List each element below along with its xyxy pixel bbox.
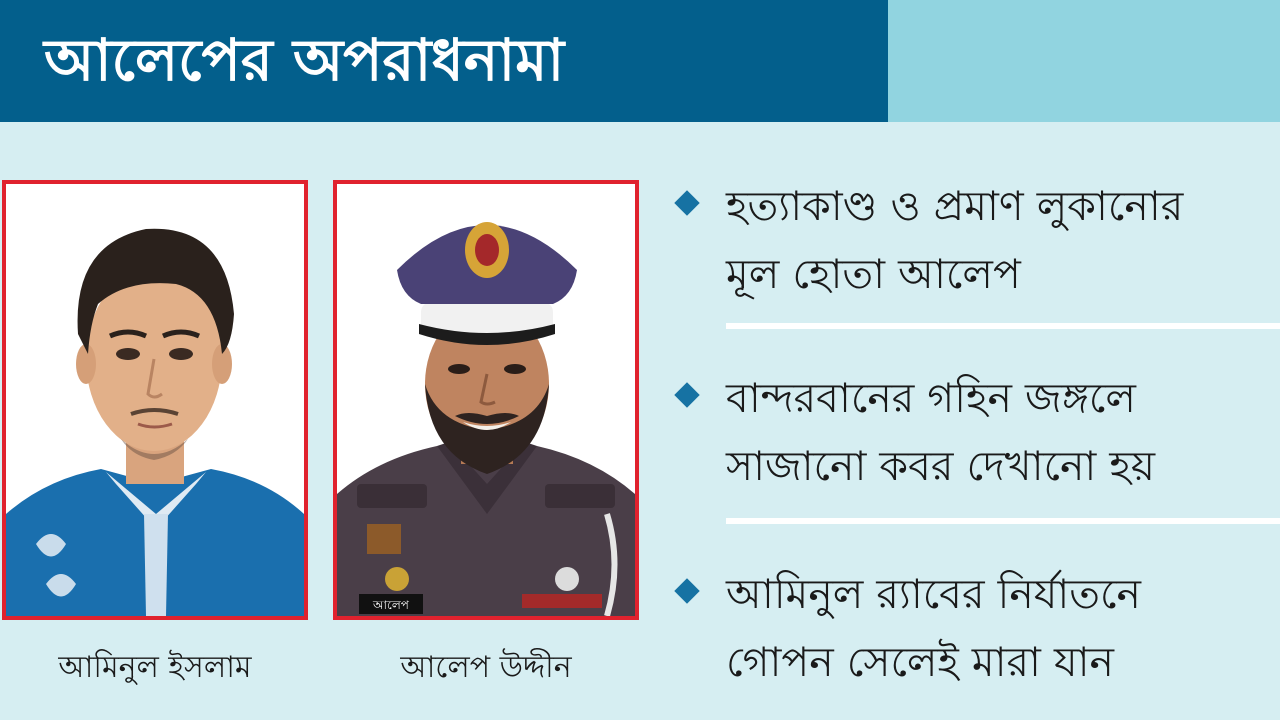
header-title-panel	[0, 0, 888, 122]
header-bar	[0, 0, 1280, 122]
diamond-icon	[674, 382, 699, 407]
page-title: আলেপের অপরাধনামা	[44, 26, 565, 94]
diamond-icon	[674, 578, 699, 603]
photo-alep	[333, 180, 639, 620]
portrait-aminul-image	[6, 184, 304, 616]
photo-caption-aminul: আমিনুল ইসলাম	[58, 650, 252, 685]
photo-caption-alep: আলেপ উদ্দীন	[400, 650, 572, 685]
bullet-item-2	[672, 364, 1272, 500]
diamond-icon	[674, 190, 699, 215]
bullet-text-2	[726, 364, 1280, 500]
bullet-text-1	[726, 172, 1280, 308]
divider	[726, 518, 1280, 524]
uniform-name-tag: আলেপ	[373, 598, 409, 612]
bullet-line: গোপন সেলেই মারা যান	[726, 638, 1114, 686]
divider	[726, 323, 1280, 329]
bullet-line: বান্দরবানের গহিন জঙ্গলে	[726, 374, 1136, 422]
bullet-line: আমিনুল র‍্যাবের নির্যাতনে	[726, 570, 1142, 618]
bullet-item-1	[672, 172, 1272, 308]
photo-aminul	[2, 180, 308, 620]
bullet-text-3	[726, 560, 1280, 696]
bullet-line: হত্যাকাণ্ড ও প্রমাণ লুকানোর	[726, 182, 1184, 230]
bullet-line: সাজানো কবর দেখানো হয়	[726, 442, 1156, 490]
bullet-line: মূল হোতা আলেপ	[726, 250, 1021, 298]
bullet-item-3	[672, 560, 1272, 696]
portrait-alep-image	[337, 184, 635, 616]
